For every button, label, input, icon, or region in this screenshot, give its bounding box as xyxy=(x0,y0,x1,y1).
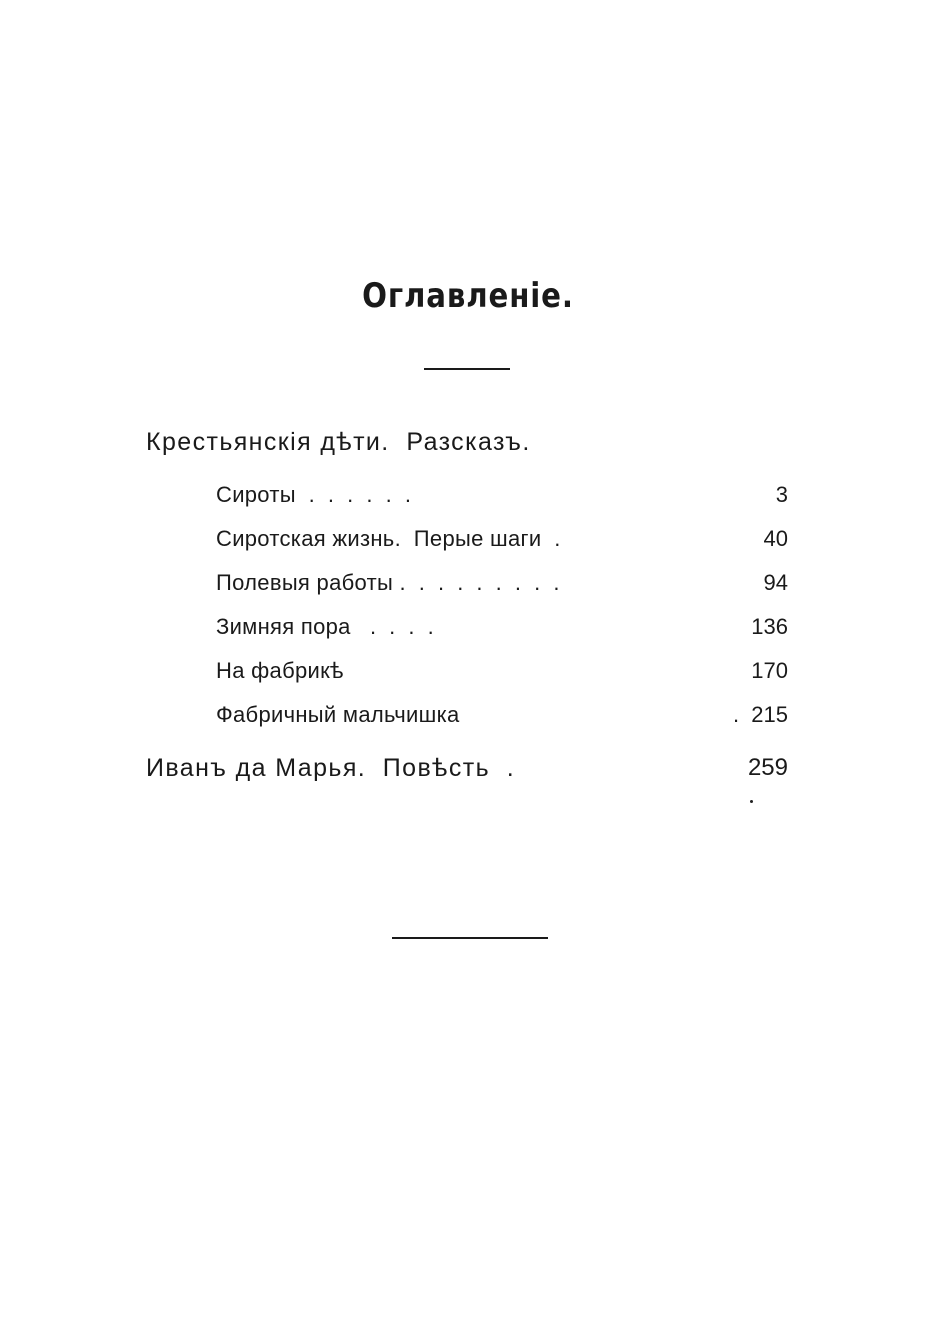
toc-chapter-title: Полевыя работы . . . . . . . . . xyxy=(216,570,560,595)
toc-page-number: 94 xyxy=(763,570,788,595)
toc-chapter-title: Сиротская жизнь. Перые шаги . xyxy=(216,526,561,551)
page-title: Оглавленіе. xyxy=(362,276,574,316)
toc-page-number: 40 xyxy=(763,526,788,551)
toc-chapter-title: Сироты . . . . . . xyxy=(216,482,412,507)
toc-page-number: 3 xyxy=(775,482,788,507)
closing-divider xyxy=(392,937,548,939)
toc-part-heading: Крестьянскія дѣти. Разсказъ. xyxy=(146,428,531,456)
toc-chapter-title: Зимняя пора . . . . xyxy=(216,614,435,639)
toc-chapter-title: На фабрикѣ xyxy=(216,658,344,683)
toc-page-number: 259 xyxy=(747,754,788,781)
toc-page-number: 170 xyxy=(751,658,788,683)
toc-chapter-title: Фабричный мальчишка xyxy=(216,702,460,727)
print-speck xyxy=(750,800,753,803)
toc-page-number: 136 xyxy=(751,614,788,639)
toc-page-number: . 215 xyxy=(732,702,788,727)
toc-part-heading: Иванъ да Марья. Повѣсть . xyxy=(146,754,516,782)
